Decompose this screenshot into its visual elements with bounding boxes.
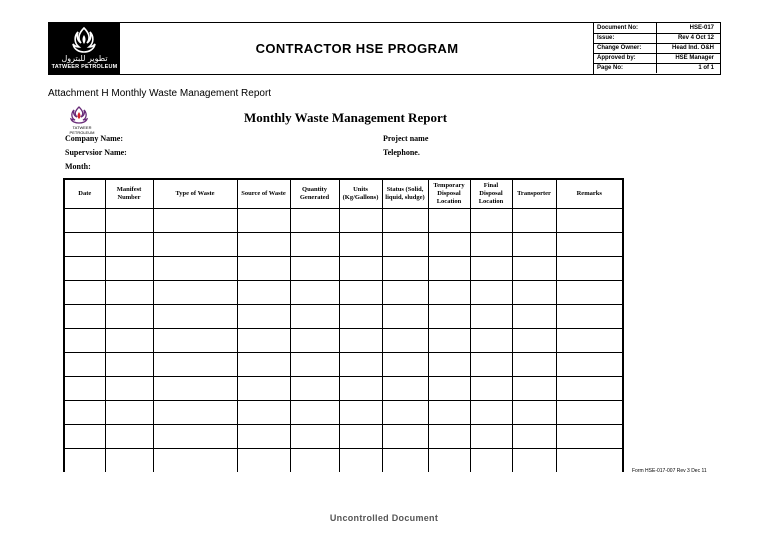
project-name-label: Project name [383, 134, 429, 143]
month-label: Month: [65, 162, 91, 171]
table-cell[interactable] [382, 233, 428, 257]
table-cell[interactable] [512, 377, 556, 401]
table-cell[interactable] [556, 425, 623, 449]
table-cell[interactable] [428, 425, 470, 449]
table-cell[interactable] [556, 281, 623, 305]
table-cell[interactable] [339, 209, 382, 233]
table-cell[interactable] [470, 353, 512, 377]
attachment-caption: Attachment H Monthly Waste Management Report [48, 88, 272, 99]
logo-english-text: TATWEER PETROLEUM [51, 64, 118, 70]
column-header-temporary-disposal-location: Temporary Disposal Location [428, 179, 470, 209]
table-cell[interactable] [428, 353, 470, 377]
table-cell[interactable] [470, 305, 512, 329]
table-cell[interactable] [105, 257, 153, 281]
table-cell[interactable] [428, 329, 470, 353]
column-header-date: Date [64, 179, 105, 209]
table-cell[interactable] [105, 281, 153, 305]
table-cell[interactable] [556, 353, 623, 377]
table-cell[interactable] [64, 377, 105, 401]
table-row [64, 401, 623, 425]
logo-arabic-text: تطوير للبترول [61, 54, 108, 63]
meta-value: 1 of 1 [656, 63, 717, 73]
table-cell[interactable] [382, 449, 428, 473]
table-cell[interactable] [556, 233, 623, 257]
table-cell[interactable] [64, 233, 105, 257]
table-cell[interactable] [382, 425, 428, 449]
table-cell[interactable] [339, 377, 382, 401]
table-cell[interactable] [470, 377, 512, 401]
table-row [64, 377, 623, 401]
meta-value: Head Ind. O&H [656, 43, 717, 53]
table-cell[interactable] [512, 353, 556, 377]
document-meta-table [594, 23, 720, 74]
column-header-remarks: Remarks [556, 179, 623, 209]
table-cell[interactable] [382, 305, 428, 329]
table-cell[interactable] [470, 329, 512, 353]
table-cell[interactable] [290, 329, 339, 353]
table-cell[interactable] [339, 425, 382, 449]
meta-value: HSE Manager [656, 53, 717, 63]
column-header-final-disposal-location: Final Disposal Location [470, 179, 512, 209]
table-cell[interactable] [428, 233, 470, 257]
table-cell[interactable] [339, 233, 382, 257]
table-cell[interactable] [64, 329, 105, 353]
table-cell[interactable] [237, 353, 290, 377]
table-row [64, 233, 623, 257]
table-cell[interactable] [153, 281, 237, 305]
table-cell[interactable] [105, 329, 153, 353]
form-reference: Form HSE-017-007 Rev 3 Dec 11 [632, 468, 707, 474]
table-cell[interactable] [237, 425, 290, 449]
table-cell[interactable] [290, 353, 339, 377]
table-cell[interactable] [556, 209, 623, 233]
table-cell[interactable] [290, 401, 339, 425]
table-cell[interactable] [382, 401, 428, 425]
table-cell[interactable] [512, 257, 556, 281]
table-cell[interactable] [237, 305, 290, 329]
table-cell[interactable] [428, 257, 470, 281]
table-cell[interactable] [512, 449, 556, 473]
meta-key: Page No: [597, 65, 624, 71]
meta-key: Approved by: [597, 55, 636, 61]
table-row [64, 449, 623, 473]
table-cell[interactable] [105, 209, 153, 233]
flame-logo-icon [69, 26, 99, 54]
table-cell[interactable] [556, 401, 623, 425]
table-cell[interactable] [153, 209, 237, 233]
table-cell[interactable] [64, 209, 105, 233]
column-header-manifest-number: Manifest Number [105, 179, 153, 209]
column-header-quantity-generated: Quantity Generated [290, 179, 339, 209]
table-cell[interactable] [64, 353, 105, 377]
table-cell[interactable] [153, 377, 237, 401]
table-body [64, 209, 623, 473]
table-cell[interactable] [470, 449, 512, 473]
table-cell[interactable] [153, 449, 237, 473]
table-cell[interactable] [237, 209, 290, 233]
table-cell[interactable] [237, 449, 290, 473]
table-cell[interactable] [153, 401, 237, 425]
table-cell[interactable] [153, 305, 237, 329]
telephone-label: Telephone. [383, 148, 420, 157]
table-cell[interactable] [382, 257, 428, 281]
table-cell[interactable] [512, 305, 556, 329]
table-cell[interactable] [556, 329, 623, 353]
meta-value: Rev 4 Oct 12 [656, 33, 717, 43]
table-cell[interactable] [382, 209, 428, 233]
table-row [64, 281, 623, 305]
table-cell[interactable] [512, 281, 556, 305]
table-cell[interactable] [428, 305, 470, 329]
table-cell[interactable] [470, 401, 512, 425]
table-cell[interactable] [64, 305, 105, 329]
uncontrolled-document-footer: Uncontrolled Document [329, 513, 439, 523]
table-cell[interactable] [105, 401, 153, 425]
table-cell[interactable] [470, 209, 512, 233]
table-cell[interactable] [290, 281, 339, 305]
company-name-label: Company Name: [65, 134, 123, 143]
report-title: Monthly Waste Management Report [244, 110, 448, 125]
table-row [64, 257, 623, 281]
table-cell[interactable] [64, 281, 105, 305]
table-cell[interactable] [105, 305, 153, 329]
table-cell[interactable] [105, 377, 153, 401]
table-row [64, 305, 623, 329]
table-cell[interactable] [556, 257, 623, 281]
waste-log-table [63, 178, 624, 472]
company-logo [49, 23, 120, 74]
table-cell[interactable] [556, 377, 623, 401]
table-cell[interactable] [512, 233, 556, 257]
table-cell[interactable] [105, 449, 153, 473]
table-cell[interactable] [290, 377, 339, 401]
table-cell[interactable] [153, 257, 237, 281]
table-cell[interactable] [470, 233, 512, 257]
table-cell[interactable] [153, 353, 237, 377]
table-cell[interactable] [237, 377, 290, 401]
table-cell[interactable] [556, 449, 623, 473]
table-cell[interactable] [290, 449, 339, 473]
program-title: CONTRACTOR HSE PROGRAM [121, 23, 594, 74]
table-cell[interactable] [153, 233, 237, 257]
table-cell[interactable] [105, 233, 153, 257]
supervisor-name-label: Supervsior Name: [65, 148, 127, 157]
table-cell[interactable] [339, 329, 382, 353]
table-cell[interactable] [382, 377, 428, 401]
column-header-status: Status (Solid, liquid, sludge) [382, 179, 428, 209]
table-row [64, 329, 623, 353]
table-cell[interactable] [290, 425, 339, 449]
meta-key: Document No: [597, 25, 638, 31]
table-cell[interactable] [105, 353, 153, 377]
column-header-type-of-waste: Type of Waste [153, 179, 237, 209]
table-cell[interactable] [382, 329, 428, 353]
table-cell[interactable] [470, 281, 512, 305]
table-cell[interactable] [512, 401, 556, 425]
small-logo-text: TATWEER PETROLEUM [69, 125, 95, 135]
column-header-transporter: Transporter [512, 179, 556, 209]
table-cell[interactable] [512, 209, 556, 233]
table-cell[interactable] [382, 281, 428, 305]
table-cell[interactable] [237, 329, 290, 353]
table-cell[interactable] [470, 257, 512, 281]
table-cell[interactable] [237, 257, 290, 281]
table-cell[interactable] [237, 233, 290, 257]
column-header-source-of-waste: Source of Waste [237, 179, 290, 209]
table-cell[interactable] [428, 377, 470, 401]
table-cell[interactable] [290, 257, 339, 281]
table-row [64, 209, 623, 233]
table-cell[interactable] [339, 353, 382, 377]
table-cell[interactable] [428, 281, 470, 305]
meta-row-page-no [594, 63, 720, 73]
table-cell[interactable] [153, 329, 237, 353]
table-cell[interactable] [556, 305, 623, 329]
table-cell[interactable] [290, 209, 339, 233]
table-cell[interactable] [428, 449, 470, 473]
table-cell[interactable] [64, 425, 105, 449]
document-header [48, 22, 721, 75]
table-cell[interactable] [339, 449, 382, 473]
table-cell[interactable] [339, 257, 382, 281]
column-header-units: Units (Kg/Gallons) [339, 179, 382, 209]
table-row [64, 425, 623, 449]
table-cell[interactable] [64, 449, 105, 473]
small-logo-icon [66, 106, 92, 124]
table-cell[interactable] [512, 425, 556, 449]
table-cell[interactable] [64, 401, 105, 425]
table-cell[interactable] [339, 281, 382, 305]
table-cell[interactable] [512, 329, 556, 353]
table-cell[interactable] [428, 209, 470, 233]
table-header-row [64, 179, 623, 209]
table-cell[interactable] [339, 401, 382, 425]
table-cell[interactable] [470, 425, 512, 449]
table-cell[interactable] [428, 401, 470, 425]
table-cell[interactable] [339, 305, 382, 329]
table-row [64, 353, 623, 377]
meta-key: Issue: [597, 35, 615, 41]
table-cell[interactable] [105, 425, 153, 449]
table-cell[interactable] [237, 401, 290, 425]
table-cell[interactable] [64, 257, 105, 281]
meta-key: Change Owner: [597, 45, 642, 51]
table-cell[interactable] [237, 281, 290, 305]
meta-value: HSE-017 [656, 23, 717, 33]
table-cell[interactable] [290, 305, 339, 329]
table-cell[interactable] [290, 233, 339, 257]
table-cell[interactable] [153, 425, 237, 449]
table-cell[interactable] [382, 353, 428, 377]
